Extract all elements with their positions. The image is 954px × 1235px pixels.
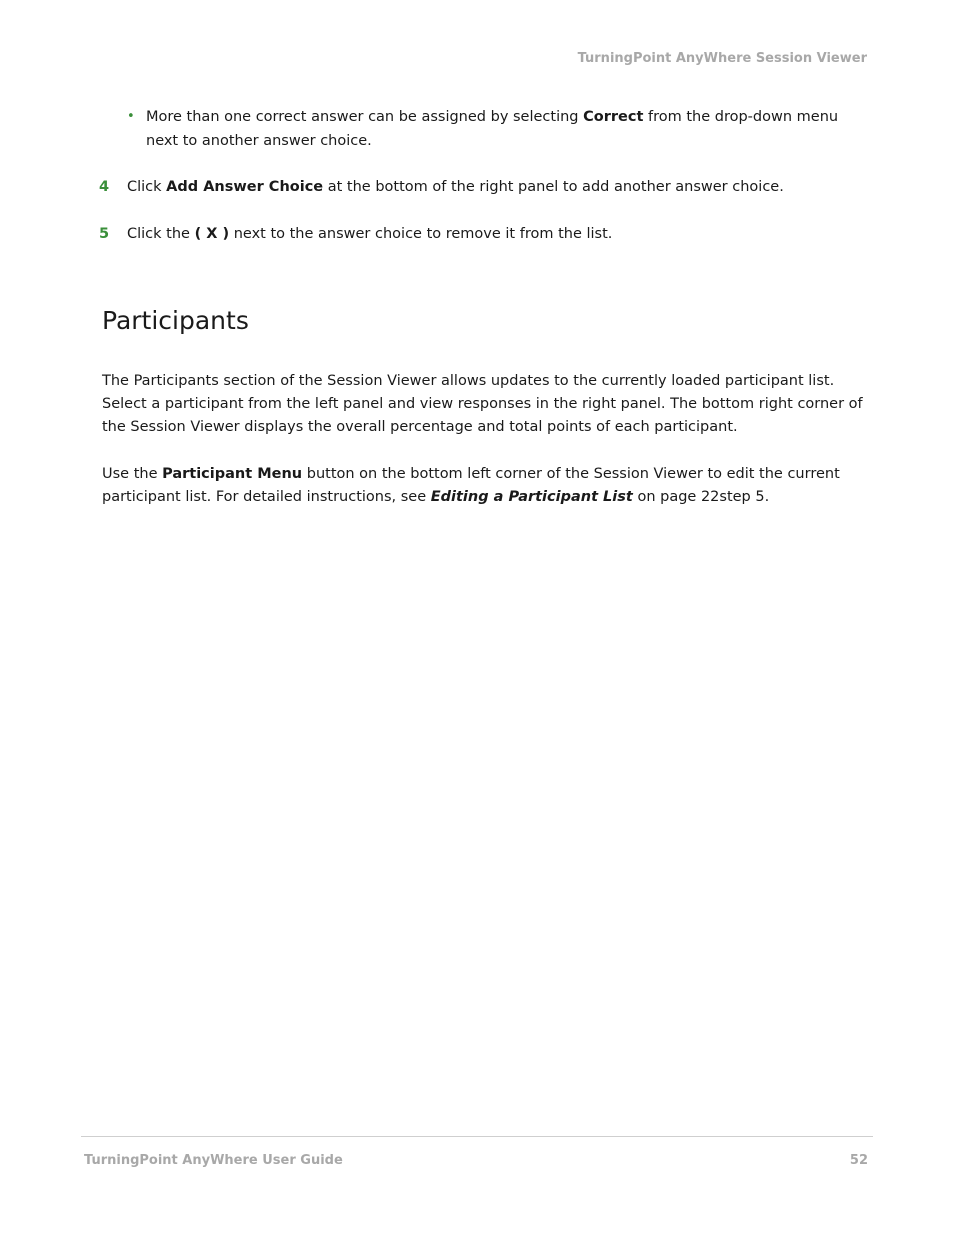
step-text-before: Click — [127, 179, 167, 195]
cross-reference-link[interactable]: Editing a Participant List — [430, 489, 633, 505]
step-4 — [99, 175, 879, 199]
paragraph-text-after: on page 22step 5. — [632, 489, 770, 505]
bullet-text-before: More than one correct answer can be assigned by selecting — [146, 109, 584, 125]
step-bold-term: ( X ) — [194, 226, 230, 242]
bullet-bold-term: Correct — [583, 109, 644, 125]
paragraph-bold-term: Participant Menu — [162, 466, 303, 482]
footer-title: TurningPoint AnyWhere User Guide — [84, 1153, 343, 1168]
step-text — [127, 222, 879, 246]
paragraph-text-before: Use the — [102, 466, 163, 482]
footer-divider — [81, 1136, 873, 1137]
step-text-after: next to the answer choice to remove it from the list. — [229, 226, 613, 242]
step-5 — [99, 222, 879, 246]
step-text-after: at the bottom of the right panel to add another answer choice. — [323, 179, 784, 195]
page-number: 52 — [849, 1153, 868, 1168]
section-paragraph-1: The Participants section of the Session Viewer allows updates to the currently loaded participant list. Select a participant from the left panel and view responses in the right panel. The bottom right corner of the Session Viewer displays the overall percentage and total points of each participant. — [102, 373, 863, 435]
bullet-text — [146, 105, 872, 153]
step-number: 5 — [99, 226, 110, 242]
bullet-icon: • — [127, 109, 135, 124]
running-header: TurningPoint AnyWhere Session Viewer — [577, 51, 867, 66]
step-text — [127, 175, 879, 199]
step-text-before: Click the — [127, 226, 195, 242]
section-paragraph-2 — [102, 463, 872, 509]
bullet-text-after: from the drop-down menu next to another answer choice. — [146, 109, 839, 149]
step-bold-term: Add Answer Choice — [166, 179, 324, 195]
step-number: 4 — [99, 179, 110, 195]
paragraph-text-middle: button on the bottom left corner of the Session Viewer to edit the current participant list. For detailed instructions, see — [102, 466, 840, 505]
section-heading: Participants — [102, 306, 249, 335]
bullet-item — [127, 105, 872, 153]
